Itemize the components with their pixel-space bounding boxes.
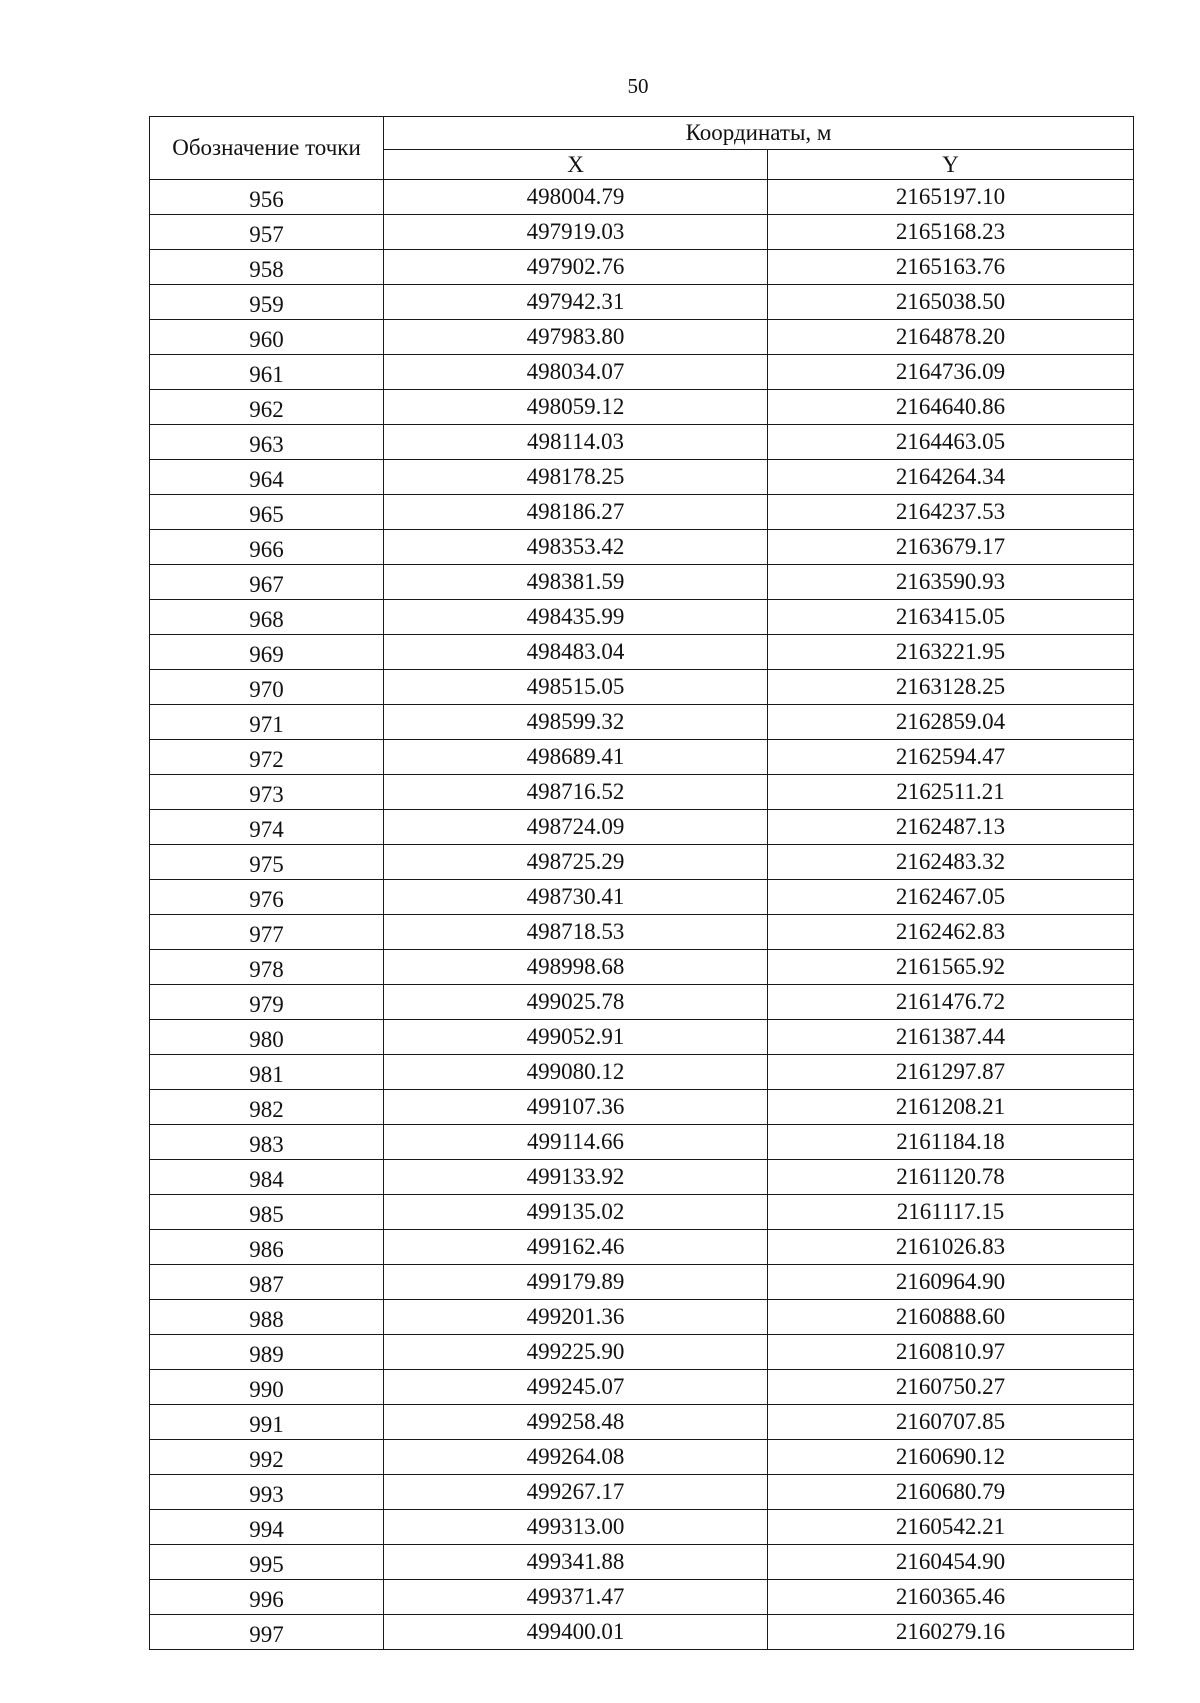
x-coordinate-cell: 498599.32 [384, 705, 768, 740]
x-coordinate-cell: 497902.76 [384, 250, 768, 285]
point-cell: 964 [150, 460, 384, 495]
x-coordinate-cell: 498186.27 [384, 495, 768, 530]
table-row [150, 845, 1134, 880]
x-coordinate-cell: 498730.41 [384, 880, 768, 915]
point-cell: 978 [150, 950, 384, 985]
table-row [150, 1370, 1134, 1405]
point-cell: 988 [150, 1300, 384, 1335]
point-cell: 985 [150, 1195, 384, 1230]
table-row [150, 1335, 1134, 1370]
table-row [150, 1405, 1134, 1440]
point-cell: 992 [150, 1440, 384, 1475]
y-coordinate-cell: 2160707.85 [768, 1405, 1134, 1440]
y-coordinate-cell: 2161026.83 [768, 1230, 1134, 1265]
point-cell: 969 [150, 635, 384, 670]
point-cell: 972 [150, 740, 384, 775]
x-coordinate-cell: 499179.89 [384, 1265, 768, 1300]
x-coordinate-cell: 499264.08 [384, 1440, 768, 1475]
x-coordinate-cell: 497919.03 [384, 215, 768, 250]
header-y: Y [768, 150, 1134, 180]
y-coordinate-cell: 2165168.23 [768, 215, 1134, 250]
y-coordinate-cell: 2165163.76 [768, 250, 1134, 285]
x-coordinate-cell: 499313.00 [384, 1510, 768, 1545]
x-coordinate-cell: 499341.88 [384, 1545, 768, 1580]
x-coordinate-cell: 499052.91 [384, 1020, 768, 1055]
x-coordinate-cell: 498998.68 [384, 950, 768, 985]
point-cell: 967 [150, 565, 384, 600]
y-coordinate-cell: 2161476.72 [768, 985, 1134, 1020]
table-row [150, 1580, 1134, 1615]
x-coordinate-cell: 497983.80 [384, 320, 768, 355]
table-row [150, 215, 1134, 250]
y-coordinate-cell: 2161184.18 [768, 1125, 1134, 1160]
y-coordinate-cell: 2161565.92 [768, 950, 1134, 985]
table-row [150, 1195, 1134, 1230]
point-cell: 961 [150, 355, 384, 390]
x-coordinate-cell: 498689.41 [384, 740, 768, 775]
x-coordinate-cell: 498716.52 [384, 775, 768, 810]
x-coordinate-cell: 498515.05 [384, 670, 768, 705]
x-coordinate-cell: 498004.79 [384, 180, 768, 215]
header-point-designation: Обозначение точки [150, 117, 384, 180]
point-cell: 968 [150, 600, 384, 635]
table-row [150, 1475, 1134, 1510]
table-row [150, 180, 1134, 215]
table-row [150, 1160, 1134, 1195]
point-cell: 994 [150, 1510, 384, 1545]
y-coordinate-cell: 2163221.95 [768, 635, 1134, 670]
x-coordinate-cell: 499135.02 [384, 1195, 768, 1230]
point-cell: 989 [150, 1335, 384, 1370]
point-cell: 965 [150, 495, 384, 530]
y-coordinate-cell: 2163415.05 [768, 600, 1134, 635]
y-coordinate-cell: 2162483.32 [768, 845, 1134, 880]
x-coordinate-cell: 499025.78 [384, 985, 768, 1020]
x-coordinate-cell: 498353.42 [384, 530, 768, 565]
table-row [150, 985, 1134, 1020]
point-cell: 960 [150, 320, 384, 355]
point-cell: 991 [150, 1405, 384, 1440]
x-coordinate-cell: 498114.03 [384, 425, 768, 460]
table-row [150, 390, 1134, 425]
point-cell: 976 [150, 880, 384, 915]
y-coordinate-cell: 2164463.05 [768, 425, 1134, 460]
y-coordinate-cell: 2160680.79 [768, 1475, 1134, 1510]
y-coordinate-cell: 2160750.27 [768, 1370, 1134, 1405]
y-coordinate-cell: 2162462.83 [768, 915, 1134, 950]
y-coordinate-cell: 2165038.50 [768, 285, 1134, 320]
y-coordinate-cell: 2160810.97 [768, 1335, 1134, 1370]
table-row [150, 775, 1134, 810]
table-row [150, 355, 1134, 390]
x-coordinate-cell: 498381.59 [384, 565, 768, 600]
table-row [150, 425, 1134, 460]
table-row [150, 320, 1134, 355]
table-row [150, 915, 1134, 950]
y-coordinate-cell: 2161120.78 [768, 1160, 1134, 1195]
table-row [150, 670, 1134, 705]
y-coordinate-cell: 2162859.04 [768, 705, 1134, 740]
table-row [150, 1090, 1134, 1125]
x-coordinate-cell: 499225.90 [384, 1335, 768, 1370]
x-coordinate-cell: 498034.07 [384, 355, 768, 390]
point-cell: 963 [150, 425, 384, 460]
table-row [150, 950, 1134, 985]
point-cell: 977 [150, 915, 384, 950]
table-row [150, 740, 1134, 775]
y-coordinate-cell: 2161208.21 [768, 1090, 1134, 1125]
point-cell: 973 [150, 775, 384, 810]
y-coordinate-cell: 2162487.13 [768, 810, 1134, 845]
y-coordinate-cell: 2164640.86 [768, 390, 1134, 425]
table-row [150, 1440, 1134, 1475]
point-cell: 970 [150, 670, 384, 705]
header-coordinates: Координаты, м [384, 117, 1134, 150]
point-cell: 984 [150, 1160, 384, 1195]
table-row [150, 1020, 1134, 1055]
y-coordinate-cell: 2163128.25 [768, 670, 1134, 705]
y-coordinate-cell: 2164264.34 [768, 460, 1134, 495]
x-coordinate-cell: 498483.04 [384, 635, 768, 670]
table-row [150, 705, 1134, 740]
x-coordinate-cell: 499371.47 [384, 1580, 768, 1615]
table-row [150, 495, 1134, 530]
point-cell: 958 [150, 250, 384, 285]
point-cell: 997 [150, 1615, 384, 1650]
table-row [150, 530, 1134, 565]
point-cell: 956 [150, 180, 384, 215]
x-coordinate-cell: 498718.53 [384, 915, 768, 950]
table-row [150, 1545, 1134, 1580]
x-coordinate-cell: 499258.48 [384, 1405, 768, 1440]
y-coordinate-cell: 2160365.46 [768, 1580, 1134, 1615]
y-coordinate-cell: 2160690.12 [768, 1440, 1134, 1475]
x-coordinate-cell: 499267.17 [384, 1475, 768, 1510]
y-coordinate-cell: 2161117.15 [768, 1195, 1134, 1230]
point-cell: 979 [150, 985, 384, 1020]
y-coordinate-cell: 2163590.93 [768, 565, 1134, 600]
x-coordinate-cell: 499107.36 [384, 1090, 768, 1125]
point-cell: 962 [150, 390, 384, 425]
table-row [150, 1300, 1134, 1335]
point-cell: 966 [150, 530, 384, 565]
point-cell: 971 [150, 705, 384, 740]
y-coordinate-cell: 2162467.05 [768, 880, 1134, 915]
table-row [150, 635, 1134, 670]
x-coordinate-cell: 498724.09 [384, 810, 768, 845]
table-row [150, 285, 1134, 320]
table-row [150, 1055, 1134, 1090]
coordinates-table [149, 116, 1134, 1650]
x-coordinate-cell: 499133.92 [384, 1160, 768, 1195]
y-coordinate-cell: 2161297.87 [768, 1055, 1134, 1090]
y-coordinate-cell: 2165197.10 [768, 180, 1134, 215]
x-coordinate-cell: 497942.31 [384, 285, 768, 320]
table-row [150, 1230, 1134, 1265]
x-coordinate-cell: 499114.66 [384, 1125, 768, 1160]
point-cell: 980 [150, 1020, 384, 1055]
y-coordinate-cell: 2163679.17 [768, 530, 1134, 565]
point-cell: 995 [150, 1545, 384, 1580]
point-cell: 996 [150, 1580, 384, 1615]
x-coordinate-cell: 498435.99 [384, 600, 768, 635]
y-coordinate-cell: 2164237.53 [768, 495, 1134, 530]
y-coordinate-cell: 2162511.21 [768, 775, 1134, 810]
table-row [150, 460, 1134, 495]
x-coordinate-cell: 499201.36 [384, 1300, 768, 1335]
table-row [150, 1615, 1134, 1650]
point-cell: 957 [150, 215, 384, 250]
y-coordinate-cell: 2160888.60 [768, 1300, 1134, 1335]
y-coordinate-cell: 2164878.20 [768, 320, 1134, 355]
y-coordinate-cell: 2160964.90 [768, 1265, 1134, 1300]
point-cell: 987 [150, 1265, 384, 1300]
table-row [150, 810, 1134, 845]
x-coordinate-cell: 499162.46 [384, 1230, 768, 1265]
point-cell: 993 [150, 1475, 384, 1510]
x-coordinate-cell: 499245.07 [384, 1370, 768, 1405]
header-x: X [384, 150, 768, 180]
point-cell: 983 [150, 1125, 384, 1160]
table-row [150, 880, 1134, 915]
x-coordinate-cell: 498178.25 [384, 460, 768, 495]
x-coordinate-cell: 499080.12 [384, 1055, 768, 1090]
y-coordinate-cell: 2162594.47 [768, 740, 1134, 775]
table-row [150, 565, 1134, 600]
point-cell: 981 [150, 1055, 384, 1090]
point-cell: 959 [150, 285, 384, 320]
x-coordinate-cell: 498059.12 [384, 390, 768, 425]
point-cell: 975 [150, 845, 384, 880]
page-number: 50 [627, 74, 649, 98]
y-coordinate-cell: 2161387.44 [768, 1020, 1134, 1055]
point-cell: 974 [150, 810, 384, 845]
table-row [150, 250, 1134, 285]
y-coordinate-cell: 2160279.16 [768, 1615, 1134, 1650]
table-row [150, 1265, 1134, 1300]
point-cell: 982 [150, 1090, 384, 1125]
x-coordinate-cell: 498725.29 [384, 845, 768, 880]
y-coordinate-cell: 2160542.21 [768, 1510, 1134, 1545]
point-cell: 986 [150, 1230, 384, 1265]
table-row [150, 1125, 1134, 1160]
table-header [150, 117, 1134, 180]
table-row [150, 600, 1134, 635]
point-cell: 990 [150, 1370, 384, 1405]
table-body [150, 180, 1134, 1650]
y-coordinate-cell: 2160454.90 [768, 1545, 1134, 1580]
x-coordinate-cell: 499400.01 [384, 1615, 768, 1650]
table-row [150, 1510, 1134, 1545]
y-coordinate-cell: 2164736.09 [768, 355, 1134, 390]
